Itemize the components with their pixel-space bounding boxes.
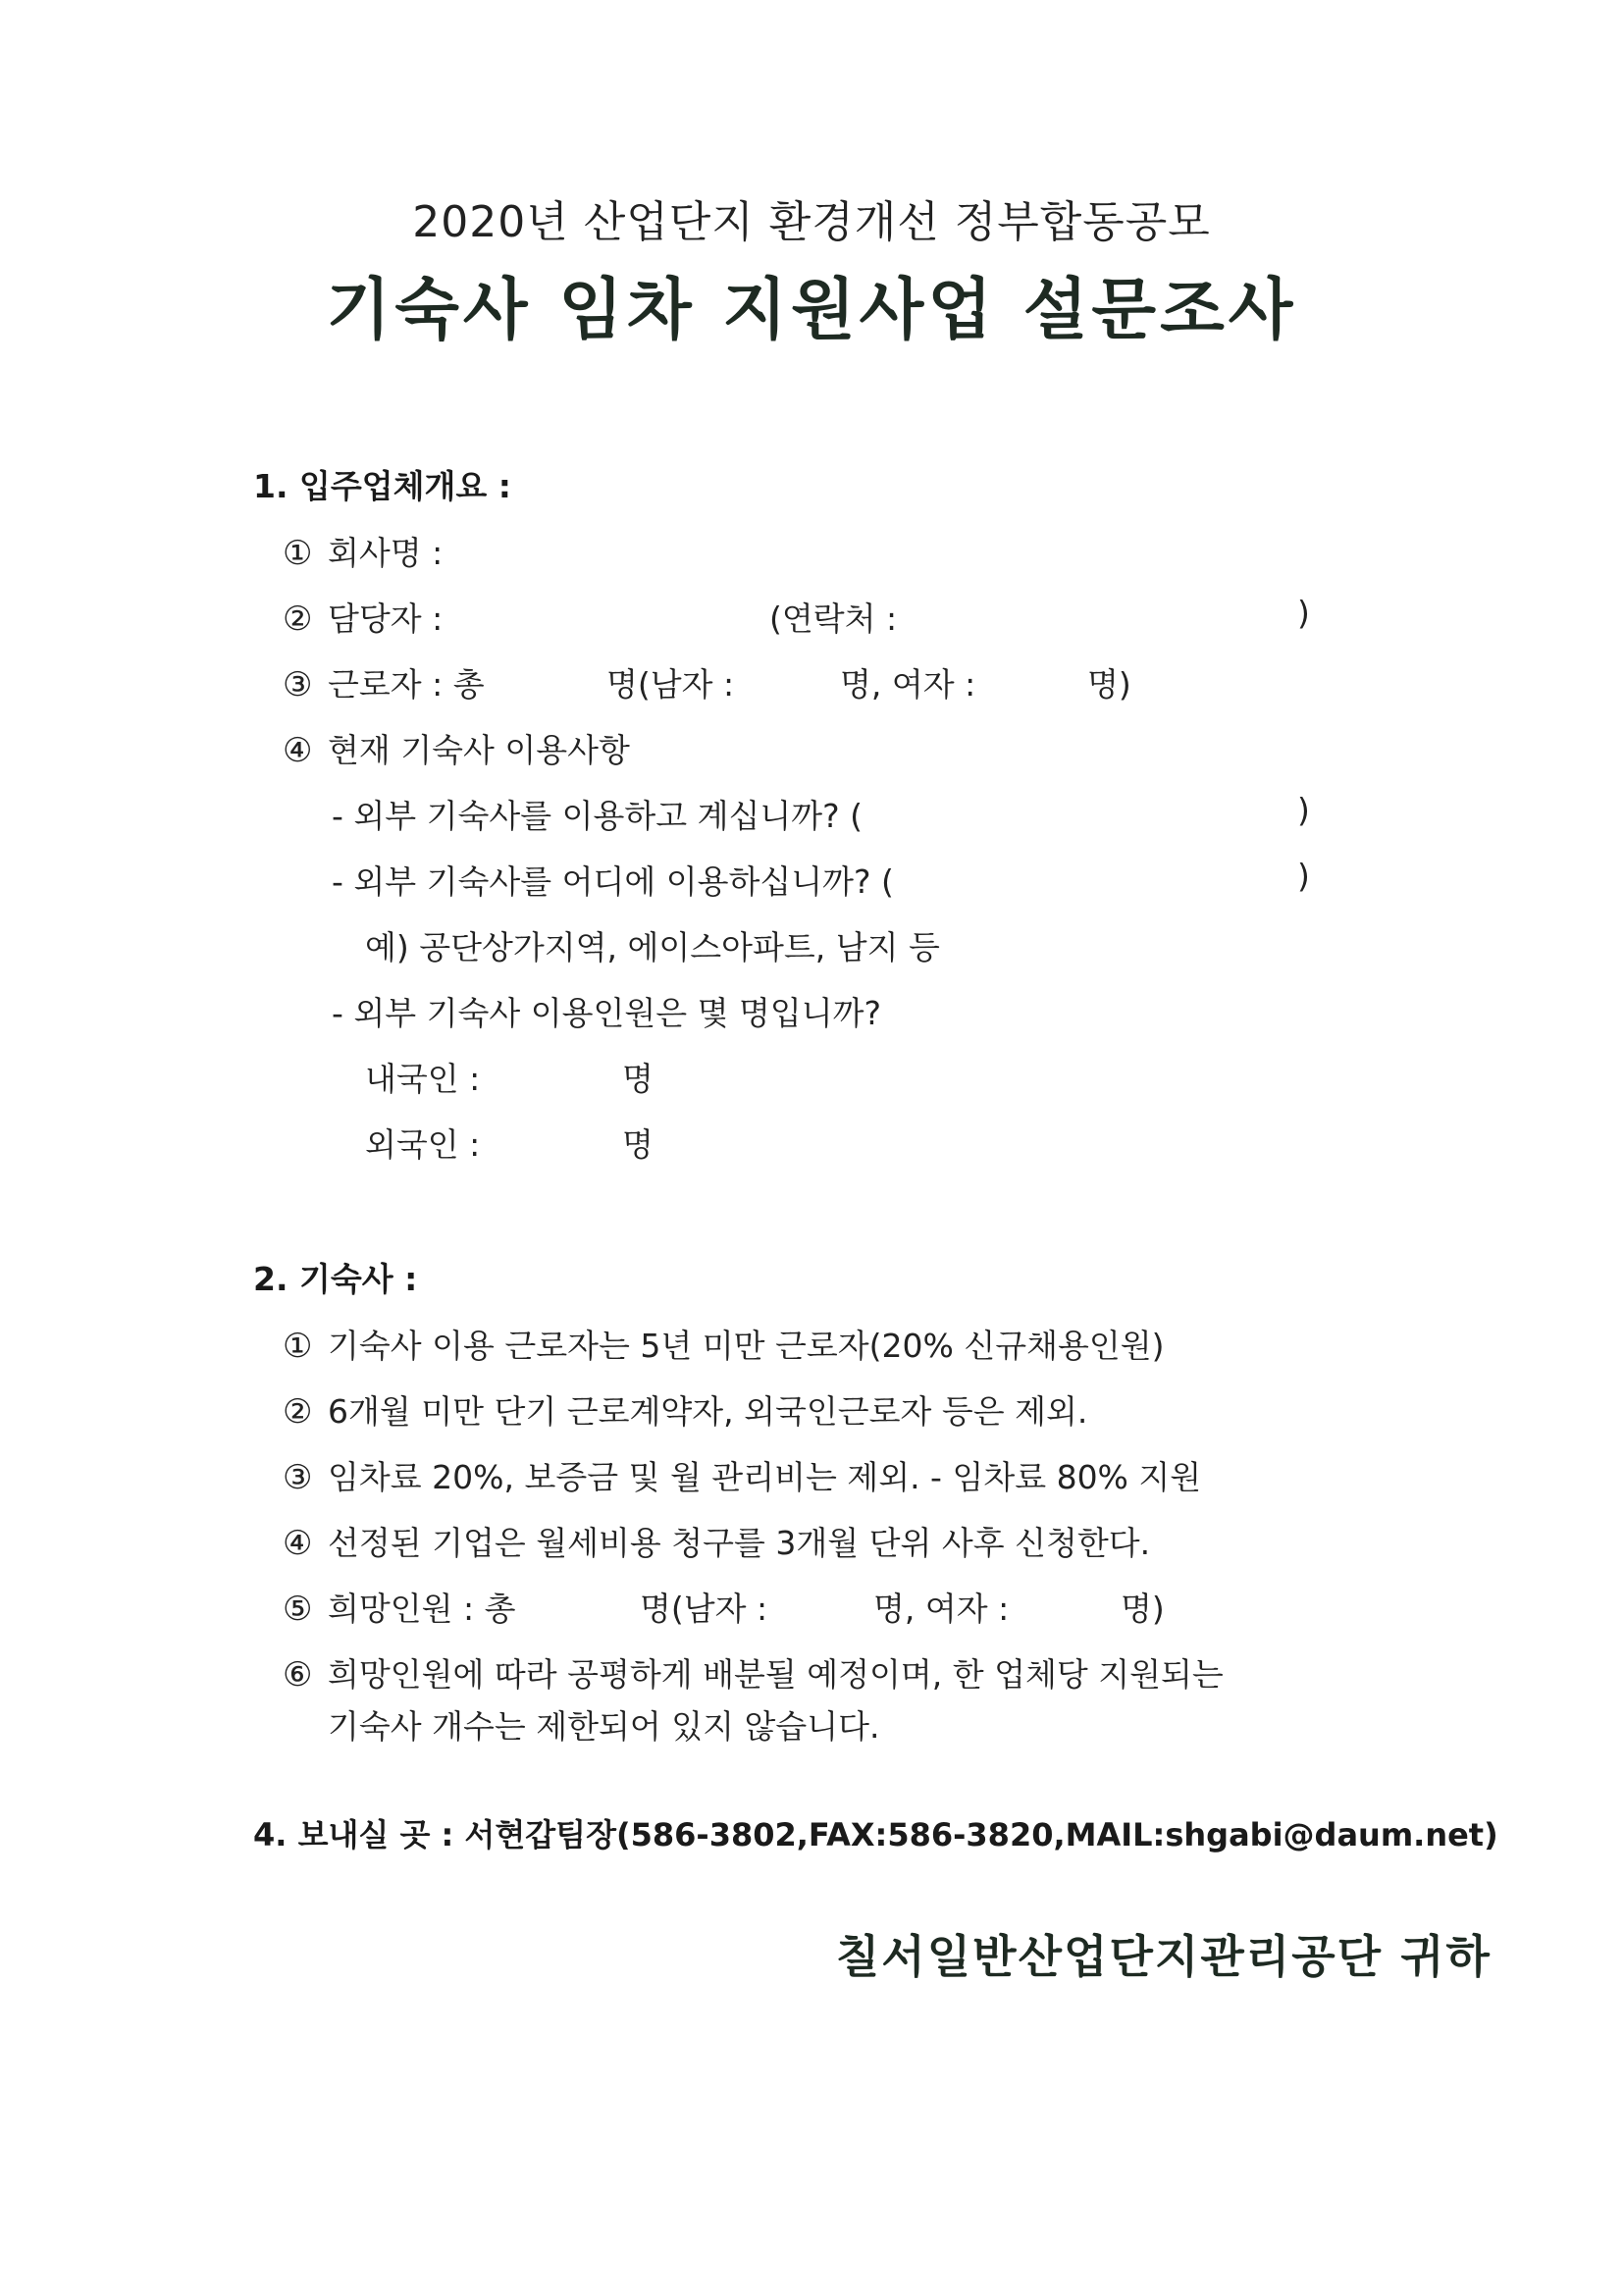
dorm-rule-text: 선정된 기업은 월세비용 청구를 3개월 단위 사후 신청한다.	[328, 1524, 1151, 1562]
manager-row	[283, 594, 443, 640]
section1-heading: 1. 입주업체개요 :	[253, 467, 511, 505]
dorm-question-using-close: )	[1297, 791, 1310, 829]
domestic-label: 내국인 :	[365, 1060, 481, 1098]
foreign-unit: 명	[622, 1125, 654, 1164]
allocation-note-line1: 희망인원에 따라 공평하게 배분될 예정이며, 한 업체당 지원되는	[328, 1655, 1224, 1694]
dorm-usage-label: 현재 기숙사 이용사항	[328, 731, 630, 769]
workers-label: 근로자 : 총	[328, 665, 485, 704]
workers-row	[283, 659, 485, 705]
contact-close-paren: )	[1297, 594, 1310, 632]
dorm-question-where-close: )	[1297, 857, 1310, 895]
dorm-usage-row	[283, 725, 630, 771]
workers-female-unit: 명)	[1087, 665, 1131, 704]
recipient-closing: 칠서일반산업단지관리공단 귀하	[835, 1930, 1492, 1983]
company-name-label: 회사명 :	[328, 534, 444, 572]
dorm-rule-item	[283, 1452, 1201, 1498]
dorm-question-where: - 외부 기숙사를 어디에 이용하십니까? (	[332, 862, 894, 901]
allocation-note-row	[283, 1649, 1224, 1696]
send-to-info: 4. 보내실 곳 : 서현갑팀장(586-3802,FAX:586-3820,MAIL:shgabi@daum.net)	[253, 1816, 1498, 1853]
hope-male-unit: 명, 여자 :	[873, 1590, 1010, 1628]
item-number: ①	[283, 1327, 313, 1366]
item-number: ①	[283, 534, 313, 573]
dorm-location-example: 예) 공단상가지역, 에이스아파트, 남지 등	[365, 928, 940, 966]
item-number: ②	[283, 600, 313, 639]
dorm-rule-item	[283, 1518, 1150, 1564]
dorm-question-count: - 외부 기숙사 이용인원은 몇 명입니까?	[332, 994, 882, 1032]
dorm-question-using: - 외부 기숙사를 이용하고 계십니까? (	[332, 797, 864, 835]
item-number: ④	[283, 1524, 313, 1563]
allocation-note-line2: 기숙사 개수는 제한되어 있지 않습니다.	[328, 1707, 880, 1746]
item-number: ③	[283, 1458, 313, 1497]
foreign-label: 외국인 :	[365, 1125, 481, 1164]
contact-label: (연락처 :	[769, 600, 898, 638]
document-subtitle: 2020년 산업단지 환경개선 정부합동공모	[412, 197, 1211, 247]
domestic-unit: 명	[622, 1060, 654, 1098]
dorm-rule-text: 임차료 20%, 보증금 및 월 관리비는 제외. - 임차료 80% 지원	[328, 1458, 1202, 1496]
dorm-rule-text: 6개월 미만 단기 근로계약자, 외국인근로자 등은 제외.	[328, 1392, 1088, 1431]
item-number: ⑤	[283, 1590, 313, 1629]
item-number: ②	[283, 1392, 313, 1432]
item-number: ④	[283, 731, 313, 770]
dorm-rule-text: 기숙사 이용 근로자는 5년 미만 근로자(20% 신규채용인원)	[328, 1327, 1165, 1365]
dorm-rule-item	[283, 1386, 1087, 1433]
document-title: 기숙사 임차 지원사업 설문조사	[326, 272, 1297, 349]
item-number: ③	[283, 665, 313, 704]
section2-heading: 2. 기숙사 :	[253, 1260, 418, 1298]
workers-male-unit: 명, 여자 :	[840, 665, 976, 704]
dorm-rule-item	[283, 1321, 1164, 1367]
item-number: ⑥	[283, 1655, 313, 1695]
hope-count-row	[283, 1584, 516, 1630]
hope-total-unit: 명(남자 :	[640, 1590, 768, 1628]
manager-label: 담당자 :	[328, 600, 444, 638]
hope-female-unit: 명)	[1121, 1590, 1165, 1628]
workers-total-unit: 명(남자 :	[606, 665, 735, 704]
company-name-row	[283, 528, 443, 574]
hope-count-label: 희망인원 : 총	[328, 1590, 516, 1628]
